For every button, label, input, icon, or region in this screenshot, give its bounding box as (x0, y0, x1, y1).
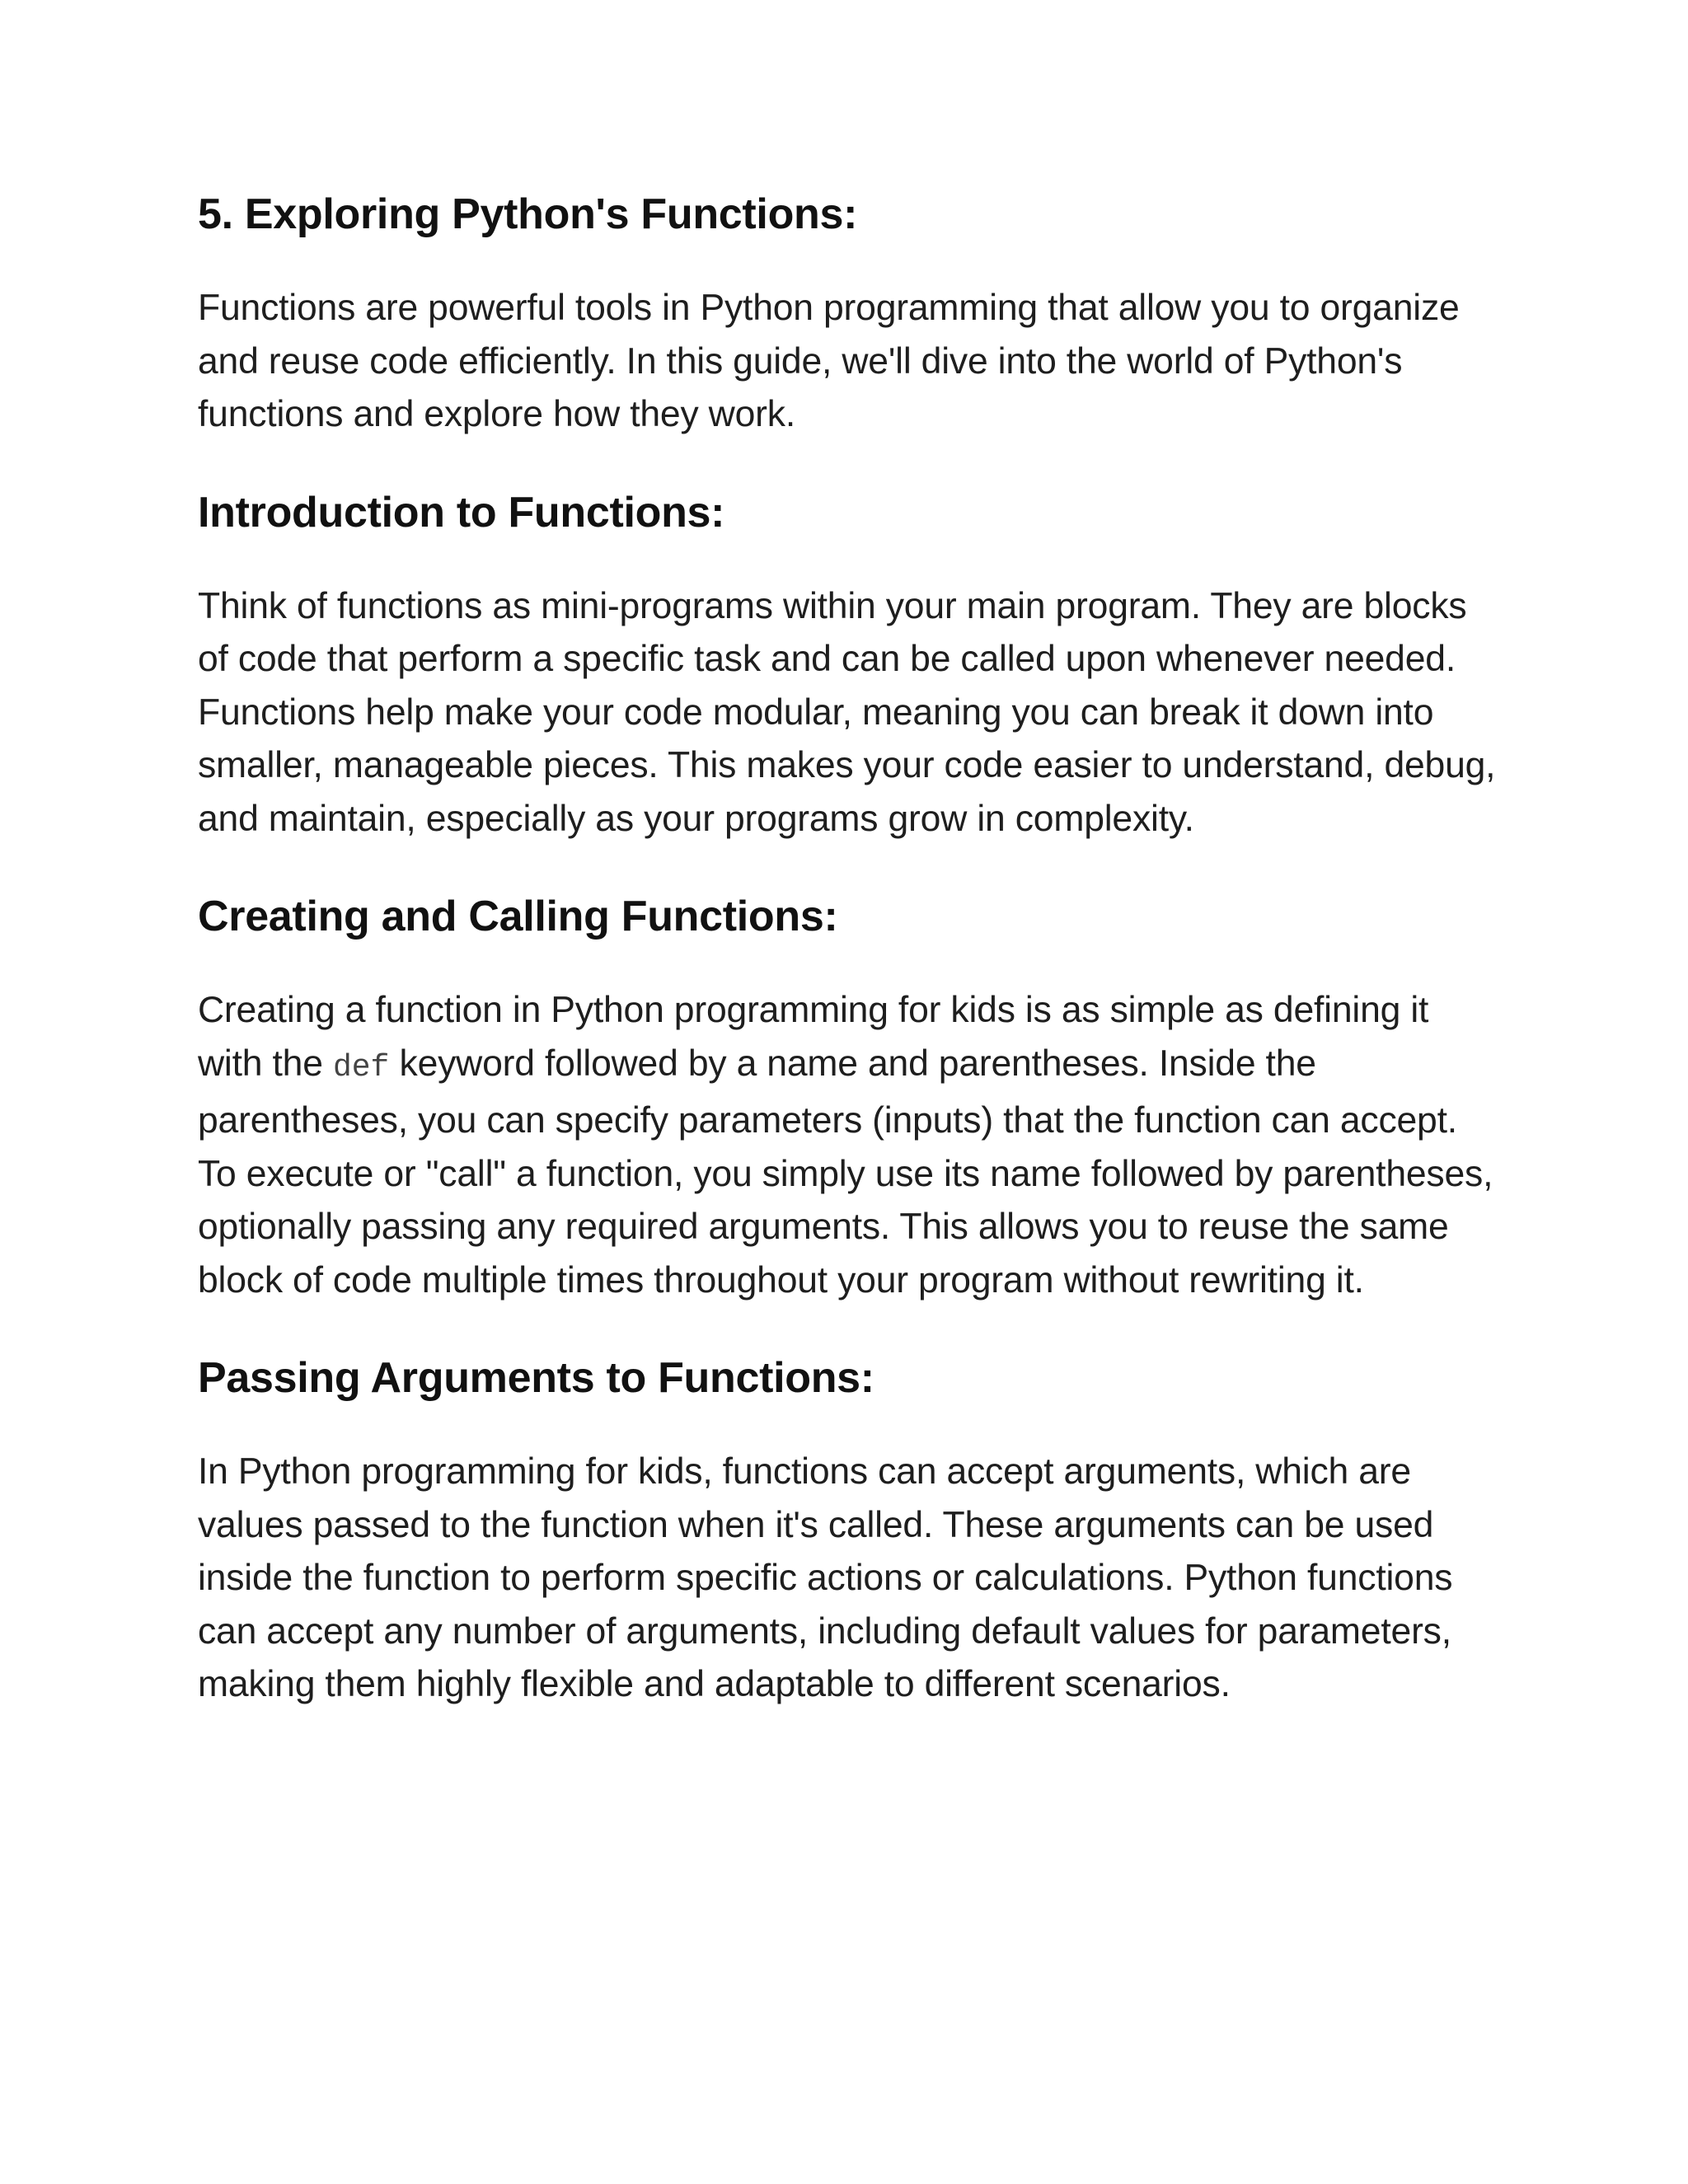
section-heading-exploring-functions: 5. Exploring Python's Functions: (198, 190, 858, 238)
section-heading-introduction: Introduction to Functions: (198, 488, 725, 537)
section-heading-creating-calling: Creating and Calling Functions: (198, 893, 838, 940)
paragraph-text-before-code: Creating a function in Python programming for kids is as simple as defining it with the (198, 990, 1429, 1084)
inline-code-def: def (332, 1049, 390, 1085)
paragraph-intro: Functions are powerful tools in Python programming that allow you to organize and reuse code efficiently. In this guide, we'll dive into the world of Python's functions and explore how they work. (198, 288, 1460, 434)
paragraph-text-after-code: keyword followed by a name and parentheses. Inside the parentheses, you can specify parameters (inputs) that the function can accept. To execute or "call" a function, you simply use its name followed by parentheses, optionally passing any required arguments. This allows you to reuse the same block of code multiple times throughout your program without rewriting it. (198, 1043, 1493, 1301)
section-heading-passing-arguments: Passing Arguments to Functions: (198, 1354, 874, 1402)
paragraph-passing-arguments: In Python programming for kids, functions can accept arguments, which are values passed to the function when it's called. These arguments can be used inside the function to perform specific actions or calculations. Python functions can accept any number of arguments, including default values for parameters, making them highly flexible and adaptable to different scenarios. (198, 1451, 1453, 1704)
paragraph-introduction: Think of functions as mini-programs within your main program. They are blocks of code that perform a specific task and can be called upon whenever needed. Functions help make your code modular, meaning you can break it down into smaller, manageable pieces. This makes your code easier to understand, debug, and maintain, especially as your programs grow in complexity. (198, 585, 1496, 839)
paragraph-creating-calling (198, 984, 1500, 1307)
document-page (198, 188, 1500, 1756)
